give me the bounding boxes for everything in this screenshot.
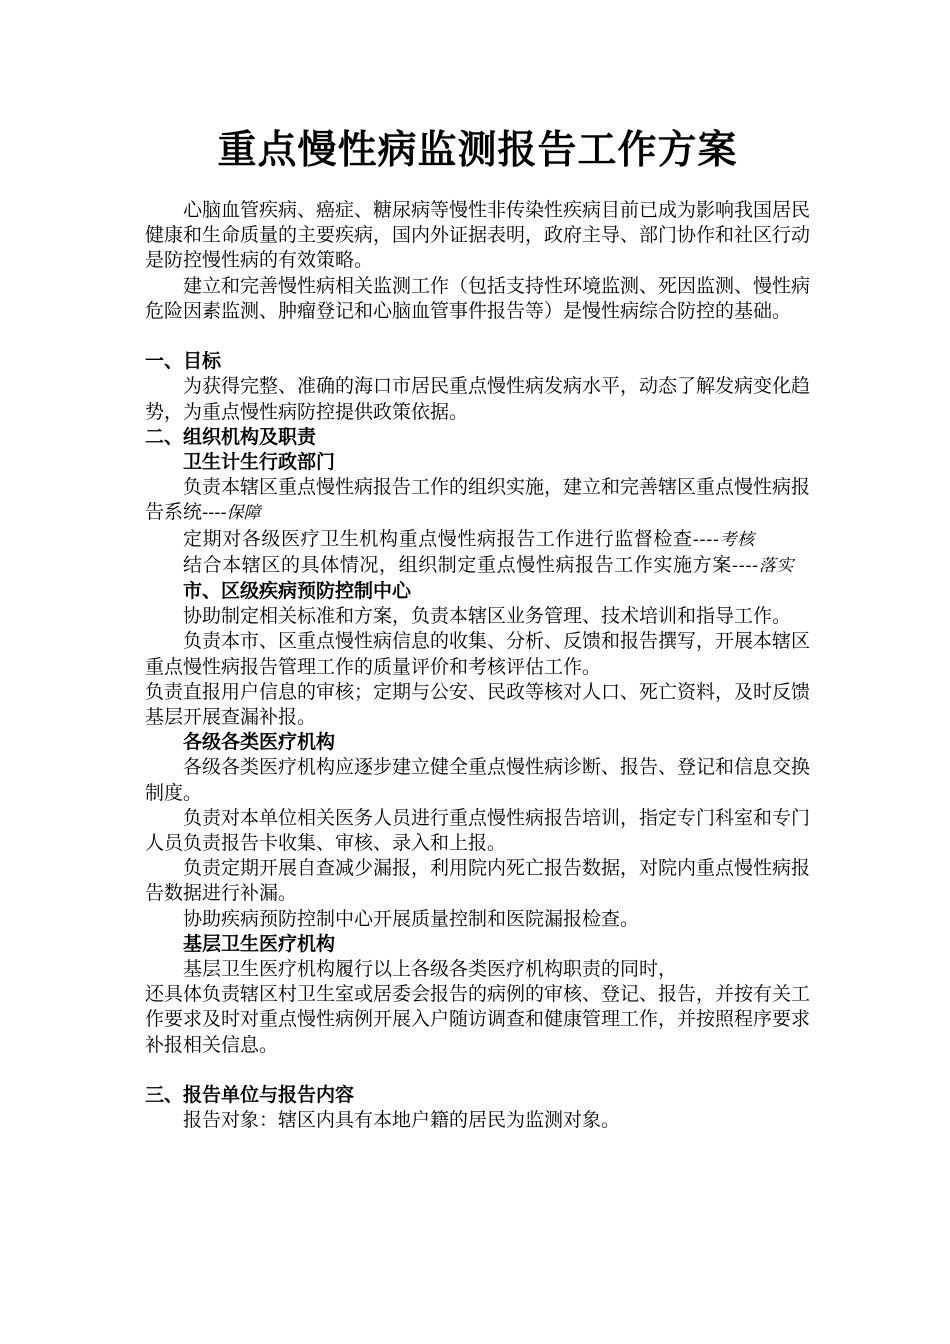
health-admin-item-2-tail: ----考核 xyxy=(692,529,755,550)
health-admin-item-2 xyxy=(145,527,810,553)
hospitals-item-4: 协助疾病预防控制中心开展质量控制和医院漏报检查。 xyxy=(183,907,640,930)
section-heading-reporting: 三、报告单位与报告内容 xyxy=(145,1084,355,1107)
cdc-item-3: 负责直报用户信息的审核；定期与公安、民政等核对人口、死亡资料，及时反馈基层开展查漏补报。 xyxy=(145,680,811,729)
cdc-item-1: 协助制定相关标准和方案，负责本辖区业务管理、技术培训和指导工作。 xyxy=(183,605,792,628)
hospitals-item-1: 各级各类医疗机构应逐步建立健全重点慢性病诊断、报告、登记和信息交换制度。 xyxy=(145,756,811,804)
document-page xyxy=(145,120,810,1133)
hospitals-item-2: 负责对本单位相关医务人员进行重点慢性病报告培训，指定专门科室和专门人员负责报告卡收集、审核、录入和上报。 xyxy=(145,806,811,855)
spacer xyxy=(145,1058,810,1083)
health-admin-item-1-tail: ----保障 xyxy=(202,503,261,524)
subheading-health-admin: 卫生计生行政部门 xyxy=(183,451,336,474)
health-admin-item-3 xyxy=(145,553,810,579)
reporting-paragraph: 报告对象：辖区内具有本地户籍的居民为监测对象。 xyxy=(183,1109,621,1132)
health-admin-item-3-text: 结合本辖区的具体情况，组织制定重点慢性病报告工作实施方案 xyxy=(183,553,732,576)
goal-paragraph: 为获得完整、准确的海口市居民重点慢性病发病水平，动态了解发病变化趋势，为重点慢性病防控提供政策依据。 xyxy=(145,375,811,423)
primary-care-line-2: 还具体负责辖区村卫生室或居委会报告的病例的审核、登记、报告，并按有关工作要求及时对重点慢性病例开展入户随访调查和健康管理工作，并按照程序要求补报相关信息。 xyxy=(145,983,811,1056)
hospitals-item-3: 负责定期开展自查减少漏报，利用院内死亡报告数据，对院内重点慢性病报告数据进行补漏。 xyxy=(145,857,811,905)
document-title: 重点慢性病监测报告工作方案 xyxy=(217,127,738,173)
intro-paragraph-1: 心脑血管疾病、癌症、糖尿病等慢性非传染性疾病目前已成为影响我国居民健康和生命质量的主要疾病，国内外证据表明，政府主导、部门协作和社区行动是防控慢性病的有效策略。 xyxy=(145,199,811,272)
health-admin-item-2-text: 定期对各级医疗卫生机构重点慢性病报告工作进行监督检查 xyxy=(183,527,693,550)
subheading-cdc: 市、区级疾病预防控制中心 xyxy=(183,580,412,603)
section-heading-organization: 二、组织机构及职责 xyxy=(145,425,317,448)
subheading-primary-care: 基层卫生医疗机构 xyxy=(183,932,336,955)
intro-paragraph-2: 建立和完善慢性病相关监测工作（包括支持性环境监测、死因监测、慢性病危险因素监测、肿瘤登记和心脑血管事件报告等）是慢性病综合防控的基础。 xyxy=(145,274,811,322)
health-admin-item-1 xyxy=(145,475,810,526)
health-admin-item-1-text: 负责本辖区重点慢性病报告工作的组织实施，建立和完善辖区重点慢性病报告系统 xyxy=(145,476,811,524)
subheading-hospitals: 各级各类医疗机构 xyxy=(183,731,336,754)
section-heading-goal: 一、目标 xyxy=(145,350,222,373)
health-admin-item-3-tail: ----落实 xyxy=(731,555,794,576)
spacer xyxy=(145,324,810,349)
primary-care-line-1: 基层卫生医疗机构履行以上各级各类医疗机构职责的同时， xyxy=(183,958,678,981)
cdc-item-2: 负责本市、区重点慢性病信息的收集、分析、反馈和报告撰写，开展本辖区重点慢性病报告管理工作的质量评价和考核评估工作。 xyxy=(145,630,811,678)
